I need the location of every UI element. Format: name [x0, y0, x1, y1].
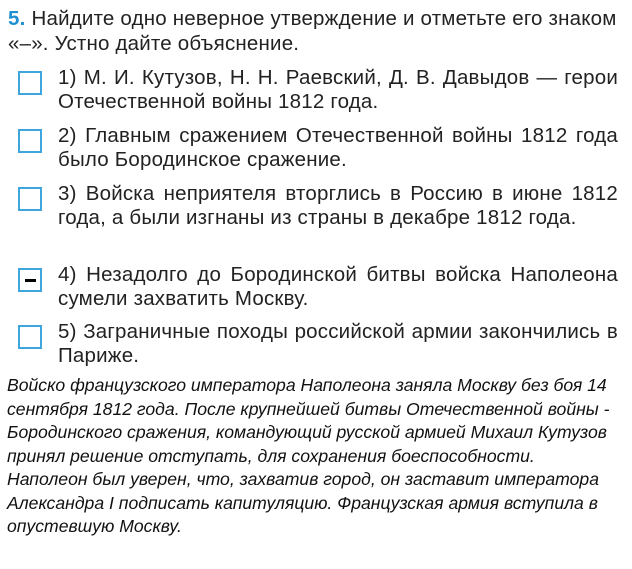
- statement-5-checkbox[interactable]: [18, 325, 42, 349]
- statement-2-number: 2): [58, 124, 77, 147]
- task-header: [8, 6, 620, 56]
- statement-4-body: Незадолго до Бородинской битвы войска Наполеона сумели захватить Москву.: [58, 263, 618, 310]
- statement-3-number: 3): [58, 182, 77, 205]
- statement-4-text: [58, 263, 618, 311]
- statement-4-checkbox[interactable]: [18, 268, 42, 292]
- statement-1-checkbox[interactable]: [18, 71, 42, 95]
- statement-2-body: Главным сражением Отечественной войны 1812 года было Бородинское сражение.: [58, 124, 618, 171]
- statement-5-body: Заграничные походы российской армии закончились в Париже.: [58, 320, 618, 367]
- statement-5-number: 5): [58, 320, 77, 343]
- answer-explanation: Войско французского императора Наполеона заняла Москву без боя 14 сентября 1812 года. После крупнейшей битвы Отечественной войны - Бородинского сражения, командующий русской армией Михаил Кутузов принял решение отступать, для сохранения боеспособности. Наполеон был уверен, что, захватив город, он заставит императора Александра I подписать капитуляцию. Французская армия вступила в опустевшую Москву.: [7, 375, 610, 536]
- minus-mark-icon: [25, 279, 36, 282]
- statement-1-number: 1): [58, 66, 77, 89]
- statement-5-text: [58, 320, 618, 368]
- statement-2-text: [58, 124, 618, 172]
- statement-4-number: 4): [58, 263, 77, 286]
- task-instruction: Найдите одно неверное утверждение и отметьте его знаком «–». Устно дайте объяснение.: [8, 7, 617, 55]
- statement-2-checkbox[interactable]: [18, 129, 42, 153]
- statement-3-checkbox[interactable]: [18, 187, 42, 211]
- statement-3-body: Войска неприятеля вторглись в Россию в июне 1812 года, а были изгнаны из страны в декабре 1812 года.: [58, 182, 618, 229]
- statement-1-text: [58, 66, 618, 114]
- task-number: 5.: [8, 7, 26, 30]
- statement-3-text: [58, 182, 618, 230]
- statement-1-body: М. И. Кутузов, Н. Н. Раевский, Д. В. Давыдов — герои Отечественной войны 1812 года.: [58, 66, 618, 113]
